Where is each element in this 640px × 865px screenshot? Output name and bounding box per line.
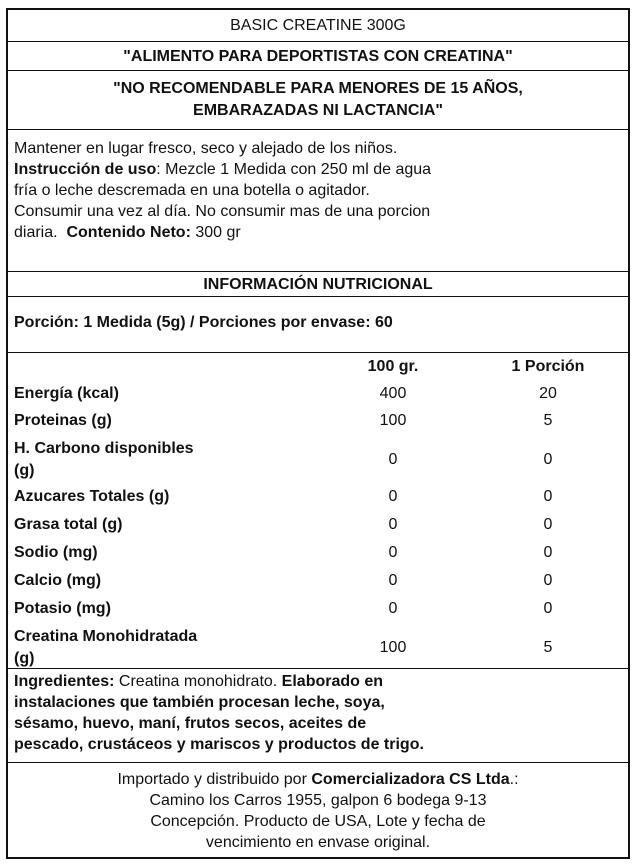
value-portion: 0 bbox=[543, 600, 553, 617]
ingredients-line-1 bbox=[8, 671, 628, 692]
nutrient-name: Calcio (mg) bbox=[14, 572, 102, 589]
nutrition-heading-row bbox=[8, 272, 628, 297]
value-100g: 100 bbox=[379, 412, 407, 429]
value-portion: 0 bbox=[543, 572, 553, 589]
value-100g: 0 bbox=[388, 516, 398, 533]
nutrient-name: Potasio (mg) bbox=[14, 600, 111, 617]
value-portion: 5 bbox=[543, 639, 553, 656]
net-content-label: Contenido Neto: bbox=[66, 224, 191, 241]
importer-block bbox=[8, 763, 628, 859]
nutrient-name bbox=[14, 438, 194, 482]
allergen-line-2: instalaciones que también procesan leche, soya, bbox=[14, 694, 385, 711]
importer-name: Comercializadora CS Ltda bbox=[311, 771, 510, 788]
ingredients-label: Ingredientes: bbox=[14, 673, 115, 690]
column-header-portion: 1 Porción bbox=[511, 358, 585, 375]
value-portion: 0 bbox=[543, 544, 553, 561]
nutrient-name-line-2: (g) bbox=[14, 462, 35, 479]
instructions-line-1 bbox=[8, 159, 628, 180]
column-header-100g: 100 gr. bbox=[367, 358, 419, 375]
value-portion: 20 bbox=[539, 385, 557, 402]
importer-prefix: Importado y distribuido por bbox=[117, 771, 312, 788]
nutrient-name: Grasa total (g) bbox=[14, 516, 123, 533]
instructions-label: Instrucción de uso bbox=[14, 161, 157, 178]
nutrient-name: Energía (kcal) bbox=[14, 385, 119, 402]
value-portion: 5 bbox=[543, 412, 553, 429]
value-100g: 0 bbox=[388, 544, 398, 561]
warning-line-2: EMBARAZADAS NI LACTANCIA" bbox=[193, 102, 443, 119]
warning-row bbox=[8, 71, 628, 130]
instructions-block bbox=[8, 130, 628, 272]
value-portion: 0 bbox=[543, 488, 553, 505]
address-line-1: Camino los Carros 1955, galpon 6 bodega 9-13 bbox=[149, 792, 487, 809]
nutrient-name: Azucares Totales (g) bbox=[14, 488, 170, 505]
nutrient-name bbox=[14, 626, 197, 670]
value-100g: 400 bbox=[379, 385, 407, 402]
allergen-line-4: pescado, crustáceos y mariscos y productos de trigo. bbox=[14, 736, 424, 753]
importer-line-1 bbox=[8, 769, 628, 790]
product-subtitle: "ALIMENTO PARA DEPORTISTAS CON CREATINA" bbox=[123, 48, 513, 65]
ingredients-block bbox=[8, 669, 628, 763]
nutrient-name: Sodio (mg) bbox=[14, 544, 98, 561]
instructions-line-4 bbox=[8, 222, 628, 243]
nutrient-table bbox=[8, 353, 628, 669]
instructions-text-1: : Mezcle 1 Medida con 250 ml de agua bbox=[156, 161, 432, 178]
portion-text: Porción: 1 Medida (5g) / Porciones por envase: 60 bbox=[14, 314, 393, 331]
warning-line-1: "NO RECOMENDABLE PARA MENORES DE 15 AÑOS, bbox=[113, 80, 523, 97]
instructions-text-4: diaria. bbox=[14, 224, 58, 241]
nutrition-label bbox=[6, 8, 630, 859]
value-100g: 0 bbox=[388, 572, 398, 589]
nutrition-heading: INFORMACIÓN NUTRICIONAL bbox=[203, 276, 433, 293]
instructions-text-2: fría o leche descremada en una botella o agitador. bbox=[14, 182, 370, 199]
product-title: BASIC CREATINE 300G bbox=[230, 17, 406, 34]
importer-suffix: .: bbox=[509, 771, 519, 788]
ingredients-text: Creatina monohidrato. bbox=[114, 673, 282, 690]
address-line-3: vencimiento en envase original. bbox=[205, 834, 431, 851]
allergen-line-1: Elaborado en bbox=[281, 673, 384, 690]
nutrient-name-line-2: (g) bbox=[14, 650, 35, 667]
nutrient-name-line-1: H. Carbono disponibles bbox=[14, 440, 194, 457]
address-line-2: Concepción. Producto de USA, Lote y fecha de bbox=[150, 813, 486, 830]
storage-text: Mantener en lugar fresco, seco y alejado de los niños. bbox=[14, 140, 398, 157]
value-100g: 0 bbox=[388, 488, 398, 505]
value-100g: 100 bbox=[379, 639, 407, 656]
value-portion: 0 bbox=[543, 516, 553, 533]
instructions-text-3: Consumir una vez al día. No consumir mas de una porcion bbox=[14, 203, 431, 220]
nutrient-name-line-1: Creatina Monohidratada bbox=[14, 628, 198, 645]
title-row bbox=[8, 10, 628, 42]
net-content-value: 300 gr bbox=[190, 224, 241, 241]
portion-row bbox=[8, 297, 628, 353]
value-100g: 0 bbox=[388, 451, 398, 468]
allergen-line-3: sésamo, huevo, maní, frutos secos, aceites de bbox=[14, 715, 367, 732]
subtitle-row bbox=[8, 42, 628, 71]
value-100g: 0 bbox=[388, 600, 398, 617]
nutrient-name: Proteinas (g) bbox=[14, 412, 112, 429]
value-portion: 0 bbox=[543, 451, 553, 468]
